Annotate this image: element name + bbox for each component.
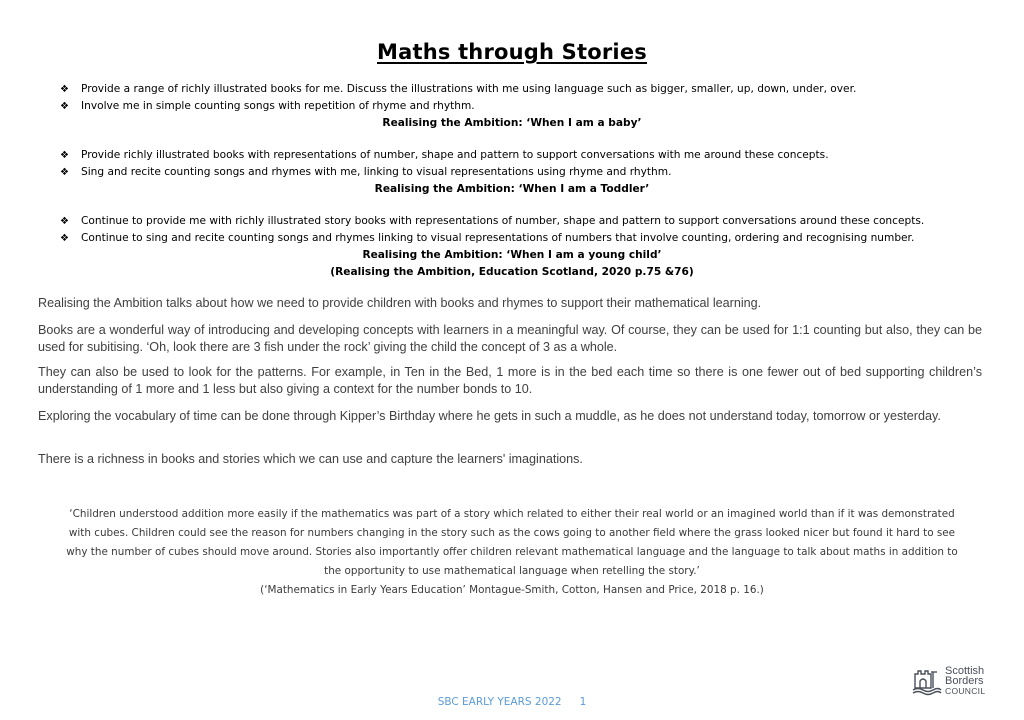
bullet-item: ❖ Sing and recite counting songs and rhymes with me, linking to visual representations using rhyme and rhythm. [0, 164, 1024, 181]
ambition-caption: Realising the Ambition: ‘When I am a Toddler’ [374, 183, 650, 195]
quote-line: with cubes. Children could see the reason for numbers changing in the story such as the cows going to another field where the grass looked nicer but found it hard to see [68, 527, 956, 539]
ambition-section-toddler [0, 147, 1024, 198]
bullet-item: ❖ Provide richly illustrated books with representations of number, shape and pattern to support conversations with me around these concepts. [0, 147, 1024, 164]
page-title: Maths through Stories [377, 40, 647, 64]
quote-line: ‘Children understood addition more easily if the mathematics was part of a story which related to either their real world or an imagined world than if it was demonstrated [69, 508, 955, 520]
ambition-caption: Realising the Ambition: ‘When I am a young child’ [362, 249, 662, 261]
body-paragraph: Exploring the vocabulary of time can be done through Kipper’s Birthday where he gets in such a muddle, as he does not understand today, tomorrow or yesterday. [38, 409, 941, 423]
quote-citation: (‘Mathematics in Early Years Education’ Montague-Smith, Cotton, Hansen and Price, 2018 p. 16.) [260, 584, 764, 596]
diamond-dots-bullet-icon: ❖ [60, 216, 69, 227]
castle-crest-icon [912, 666, 942, 696]
scottish-borders-council-logo [912, 664, 996, 698]
diamond-dots-bullet-icon: ❖ [60, 167, 69, 178]
quote-line: why the number of cubes should move around. Stories also importantly offer children relevant mathematical language and the language to talk about maths in addition to [66, 546, 958, 558]
bullet-item: ❖ Continue to sing and recite counting songs and rhymes linking to visual representations of numbers that involve counting, ordering and recognising number. [0, 230, 1024, 247]
ambition-section-young-child [0, 213, 1024, 281]
bullet-item: ❖ Continue to provide me with richly illustrated story books with representations of number, shape and pattern to support conversations around these concepts. [0, 213, 1024, 230]
ambition-source-citation: (Realising the Ambition, Education Scotland, 2020 p.75 &76) [330, 266, 694, 278]
quote-block [36, 505, 988, 600]
logo-wordmark: Scottish Borders COUNCIL [945, 665, 986, 696]
quote-line: the opportunity to use mathematical language when retelling the story.’ [324, 565, 700, 577]
bullet-item: ❖ Provide a range of richly illustrated books for me. Discuss the illustrations with me using language such as bigger, smaller, up, down, under, over. [0, 81, 1024, 98]
page-footer [0, 696, 1024, 708]
diamond-dots-bullet-icon: ❖ [60, 84, 69, 95]
body-paragraph: They can also be used to look for the patterns. For example, in Ten in the Bed, 1 more is in the bed each time so there is one fewer out of bed supporting children’s understanding of 1 more and 1 less but also giving a context for the number bonds to 10. [38, 365, 982, 396]
body-paragraph: Books are a wonderful way of introducing and developing concepts with learners in a meaningful way. Of course, they can be used for 1:1 counting but also, they can be used for subitising. ‘Oh, look there are 3 fish under the rock’ giving the child the concept of 3 as a whole. [38, 323, 982, 354]
ambition-caption: Realising the Ambition: ‘When I am a baby’ [382, 117, 642, 129]
body-paragraph: Realising the Ambition talks about how we need to provide children with books and rhymes to support their mathematical learning. [38, 296, 762, 310]
body-paragraph: There is a richness in books and stories which we can use and capture the learners' imaginations. [38, 452, 583, 466]
diamond-dots-bullet-icon: ❖ [60, 233, 69, 244]
footer-label: SBC EARLY YEARS 2022 [437, 696, 562, 708]
page-number: 1 [579, 696, 587, 708]
ambition-section-baby [0, 81, 1024, 132]
bullet-item: ❖ Involve me in simple counting songs with repetition of rhyme and rhythm. [0, 98, 1024, 115]
diamond-dots-bullet-icon: ❖ [60, 101, 69, 112]
diamond-dots-bullet-icon: ❖ [60, 150, 69, 161]
